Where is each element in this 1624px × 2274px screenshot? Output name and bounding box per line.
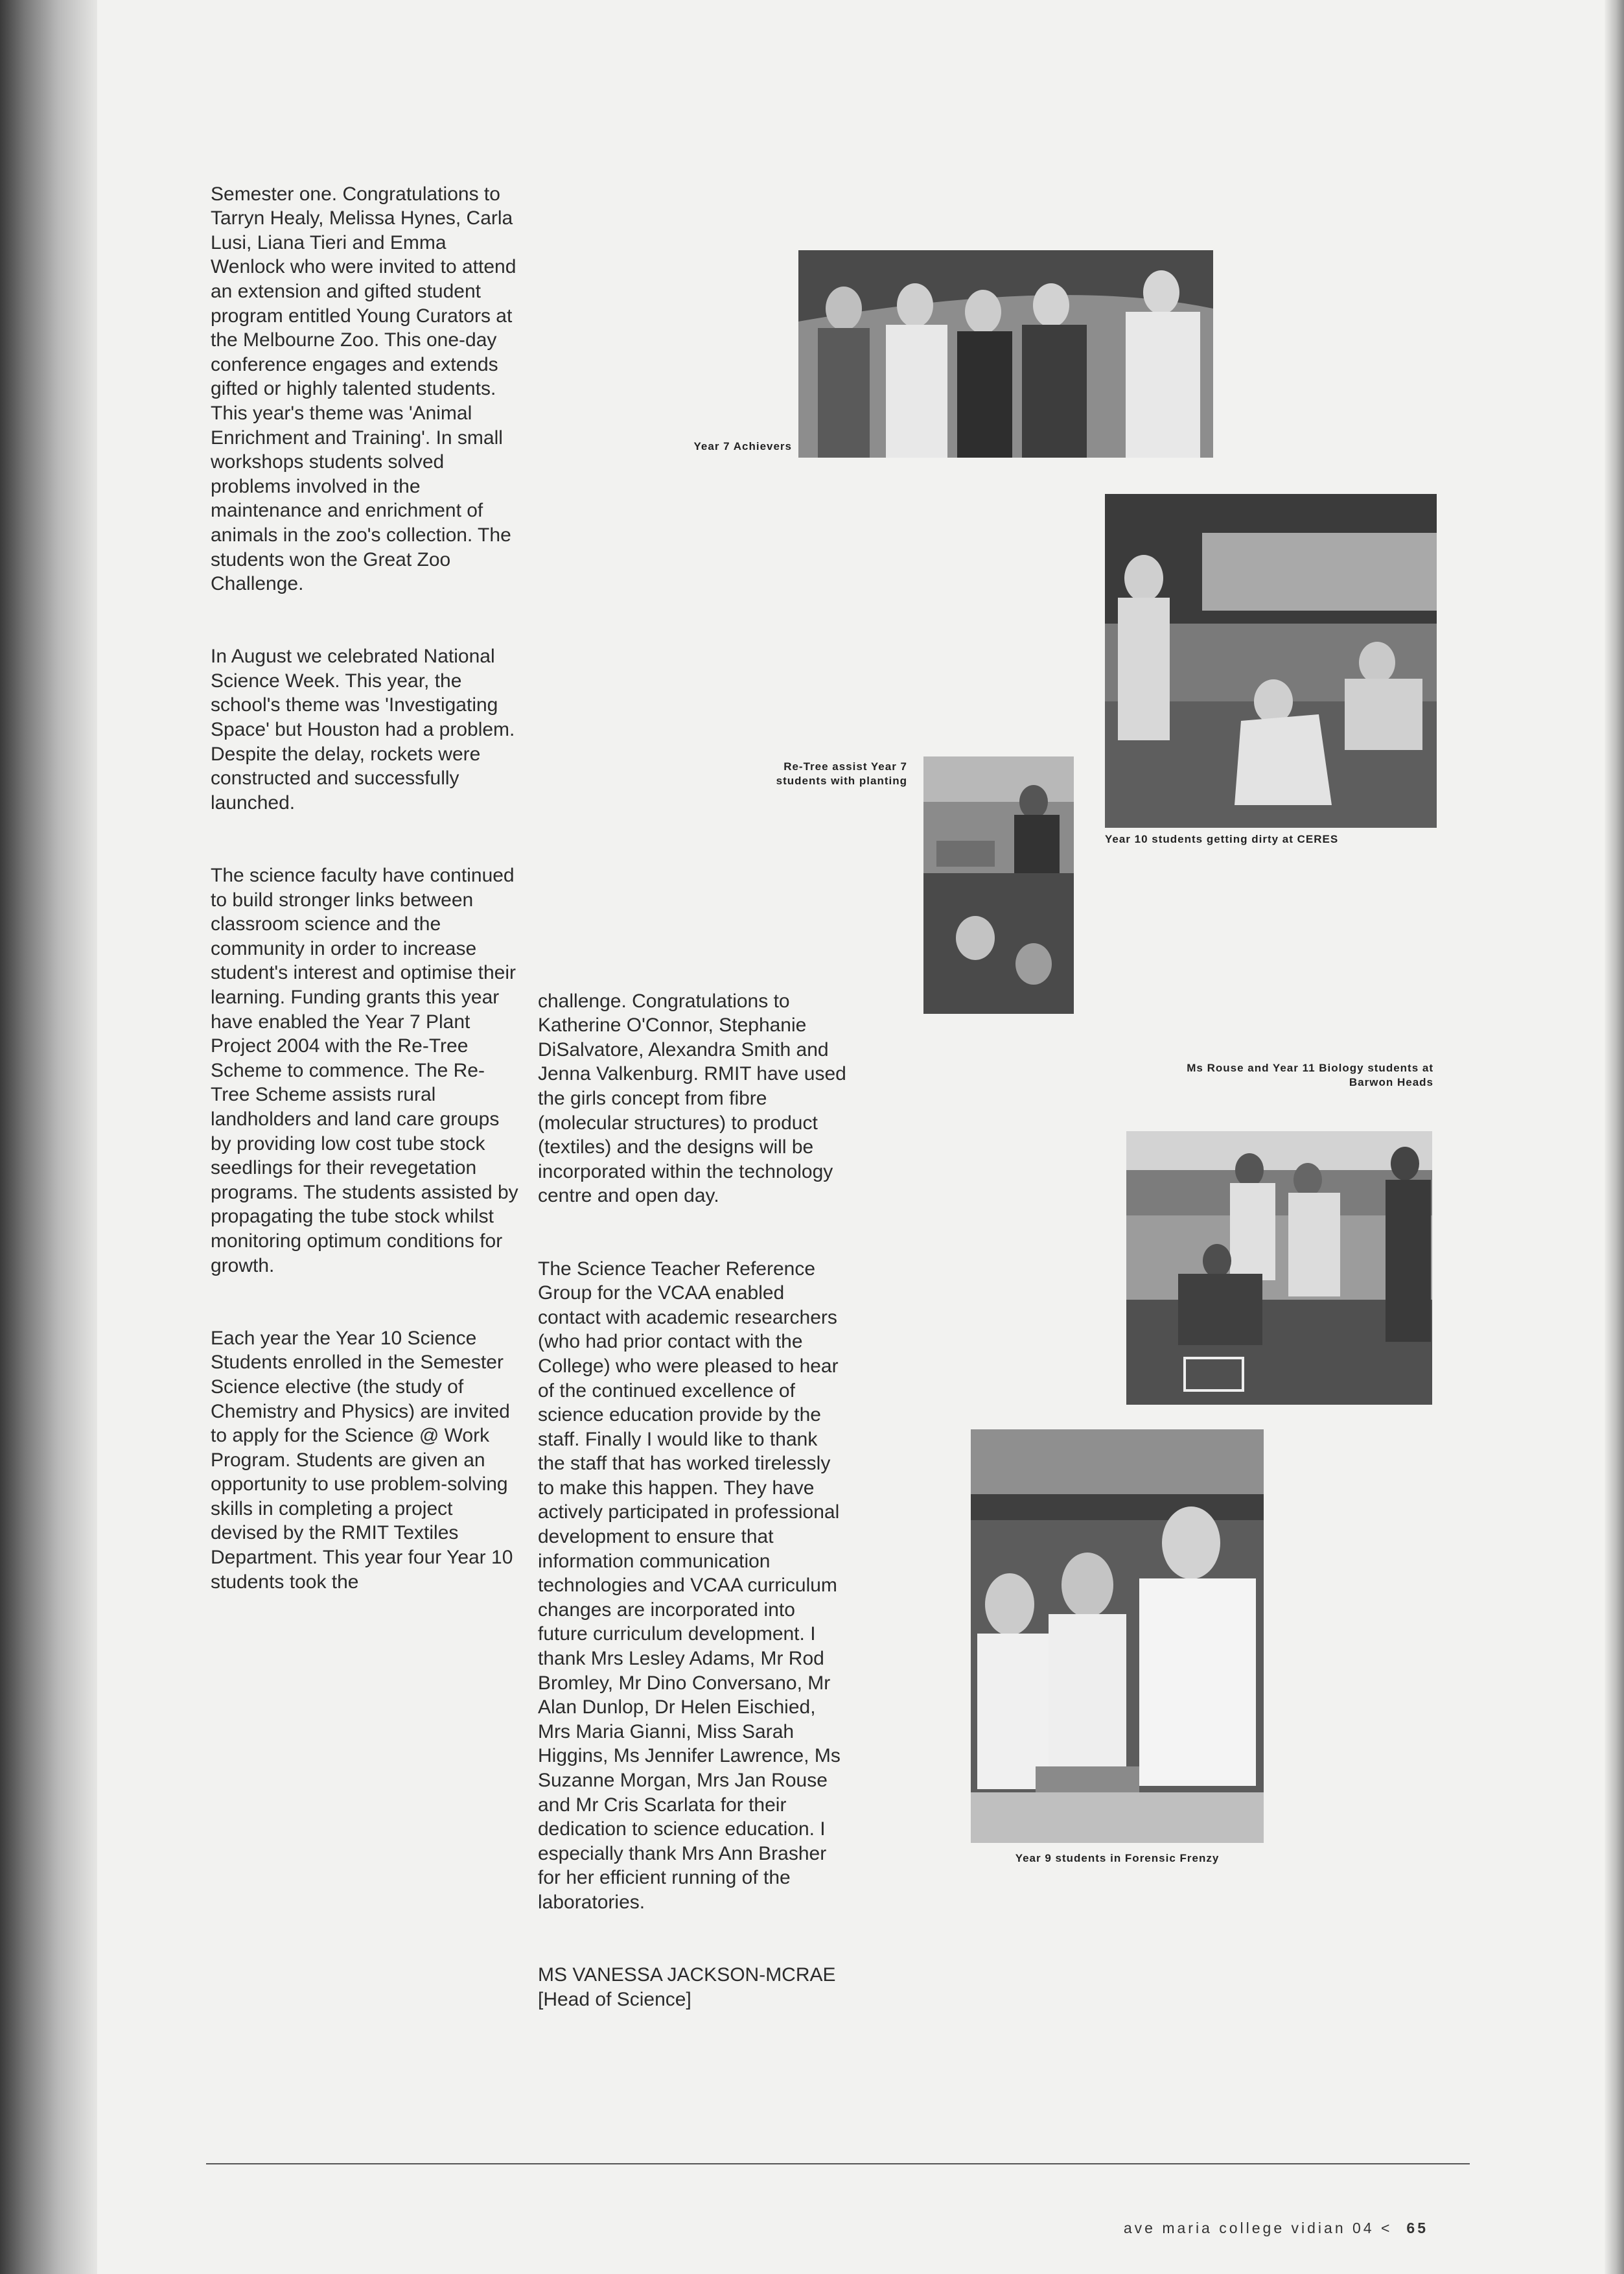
photo-ceres [1105,494,1437,828]
paragraph: Semester one. Congratulations to Tarryn Healy, Melissa Hynes, Carla Lusi, Liana Tieri and Emma Wenlock who were invited to attend an extension and gifted student program entitled Young Curators at the Melbourne Zoo. This one-day conference engages and extends gifted or highly talented students. This year's theme was 'Animal Enrichment and Training'. In small workshops students solved problems involved in the maintenance and enrichment of animals in the zoo's collection. The students won the Great Zoo Challenge. [211,183,516,595]
photo-forensic-frenzy [971,1429,1264,1843]
page-footer [1124,2220,1428,2237]
photo-year7-achievers [798,250,1213,458]
caption-retree: Re-Tree assist Year 7 students with planting [776,760,907,787]
caption-ceres: Year 10 students getting dirty at CERES [1105,833,1339,845]
publication-name: ave maria college vidian 04 < [1123,2220,1393,2236]
article-column-2 [538,965,849,2060]
article-column-1 [211,158,522,1643]
photo-retree [923,756,1074,1014]
footer-rule [206,2163,1470,2164]
caption-year7-achievers: Year 7 Achievers [693,440,792,452]
page-number: 65 [1406,2220,1428,2236]
paragraph: Each year the Year 10 Science Students enrolled in the Semester Science elective (the study of Chemistry and Physics) are invited to apply for the Science @ Work Program. Students are given an opportunity to use problem-solving skills in completing a project devised by the RMIT Textiles Department. This year four Year 10 students took the [211,1327,513,1593]
photo-barwon-heads [1126,1131,1432,1405]
paragraph: The Science Teacher Reference Group for the VCAA enabled contact with academic researchers (who had prior contact with the College) who were pleased to hear of the continued excellence of science education provide by the staff. Finally I would like to thank the staff that has worked tirelessly to make this happen. They have actively participated in professional development to ensure that information communication technologies and VCAA curriculum changes are incorporated into future curriculum development. I thank Mrs Lesley Adams, Mr Rod Bromley, Mr Dino Conversano, Mr Alan Dunlop, Dr Helen Eischied, Mrs Maria Gianni, Miss Sarah Higgins, Ms Jennifer Lawrence, Ms Suzanne Morgan, Mrs Jan Rouse and Mr Cris Scarlata for their dedication to science education. I especially thank Mrs Ann Brasher for her efficient running of the laboratories. [538,1258,841,1913]
paragraph: The science faculty have continued to build stronger links between classroom science and the community in order to increase student's interest and optimise their learning. Funding grants this year have enabled the Year 7 Plant Project 2004 with the Re-Tree Scheme to commence. The Re-Tree Scheme assists rural landholders and land care groups by providing low cost tube stock seedlings for their revegetation programs. The students assisted by propagating the tube stock whilst monitoring optimum conditions for growth. [211,865,518,1276]
caption-forensic: Year 9 students in Forensic Frenzy [1015,1852,1220,1864]
page-edge [1605,0,1624,2274]
signature-block: MS VANESSA JACKSON-MCRAE [Head of Science] [538,1964,836,2010]
caption-barwon: Ms Rouse and Year 11 Biology students at Barwon Heads [1187,1062,1433,1088]
book-spine-shadow [0,0,97,2274]
paragraph: In August we celebrated National Science Week. This year, the school's theme was 'Investigating Space' but Houston had a problem. Despite the delay, rockets were constructed and successfully launched. [211,646,515,814]
paragraph: challenge. Congratulations to Katherine O'Connor, Stephanie DiSalvatore, Alexandra Smith and Jenna Valkenburg. RMIT have used the girls concept from fibre (molecular structures) to product (textiles) and the designs will be incorporated within the technology centre and open day. [538,990,846,1207]
